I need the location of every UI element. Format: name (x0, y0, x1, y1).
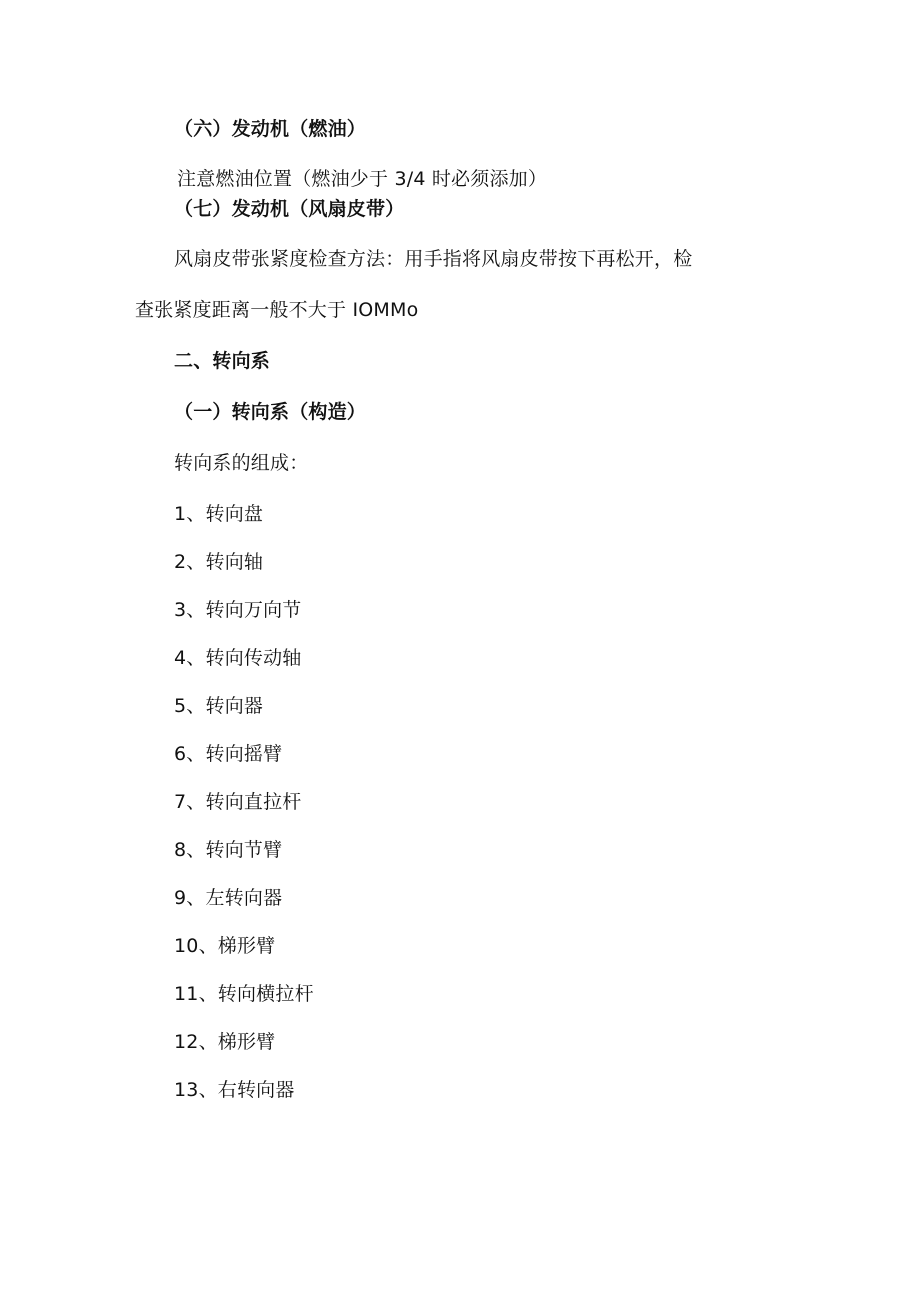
list-item: 8、转向节臂 (174, 839, 283, 861)
section-seven-body-line2: 查张紧度距离一般不大于 IOMMo (135, 299, 419, 321)
section-seven-body-line1: 风扇皮带张紧度检查方法：用手指将风扇皮带按下再松开，检 (174, 248, 693, 270)
section-six-body: 注意燃油位置（燃油少于 3/4 时必须添加） (177, 168, 548, 190)
steering-components-list (174, 502, 314, 1126)
list-item: 12、梯形臂 (174, 1031, 276, 1053)
steering-system-intro: 转向系的组成： (174, 452, 309, 474)
list-item: 4、转向传动轴 (174, 647, 302, 669)
list-item: 7、转向直拉杆 (174, 791, 302, 813)
list-item: 2、转向轴 (174, 551, 264, 573)
section-seven-heading: （七）发动机（风扇皮带） (174, 198, 405, 220)
list-item: 5、转向器 (174, 695, 264, 717)
list-item: 9、左转向器 (174, 887, 283, 909)
section-six-heading: （六）发动机（燃油） (174, 118, 367, 140)
list-item: 3、转向万向节 (174, 599, 302, 621)
list-item: 1、转向盘 (174, 503, 264, 525)
chapter-two-subheading: （一）转向系（构造） (174, 401, 367, 423)
list-item: 10、梯形臂 (174, 935, 276, 957)
chapter-two-heading: 二、转向系 (174, 350, 271, 372)
list-item: 6、转向摇臂 (174, 743, 283, 765)
list-item: 11、转向横拉杆 (174, 983, 314, 1005)
list-item: 13、右转向器 (174, 1079, 295, 1101)
